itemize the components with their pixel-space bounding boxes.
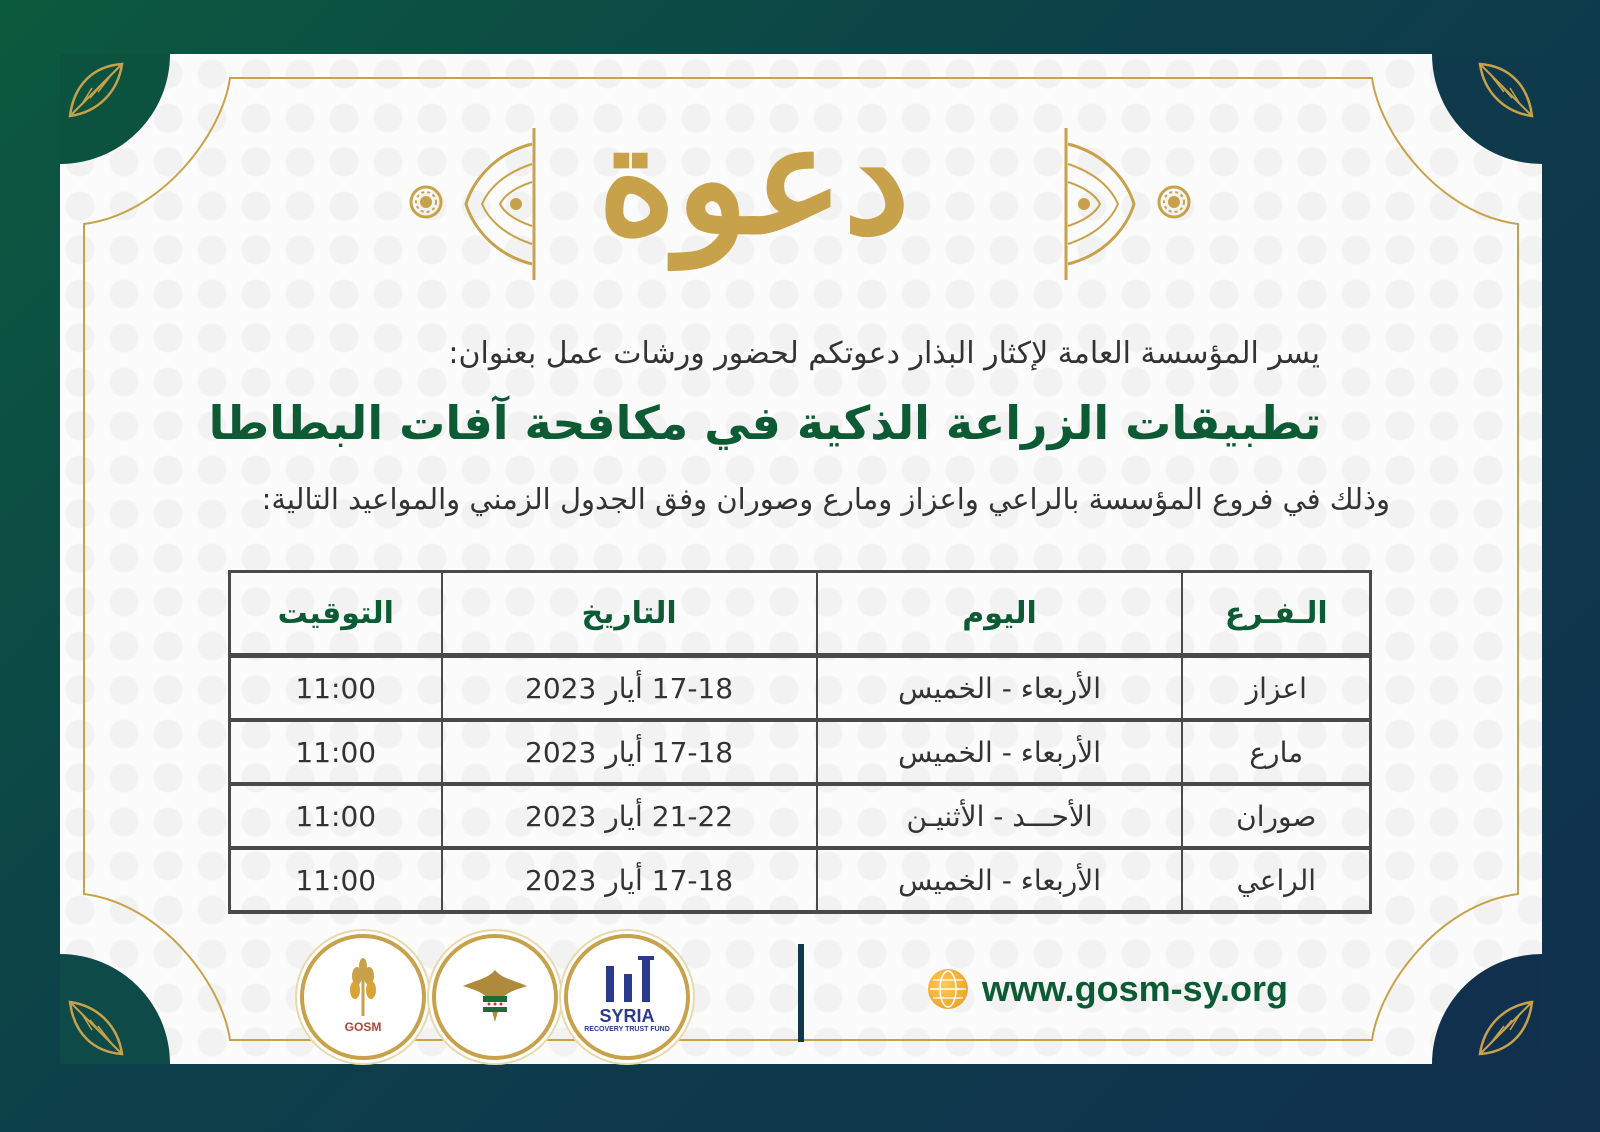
cell-branch: صوران [1182,784,1370,848]
header-date: التاريخ [442,572,817,656]
arabesque-ornament-right [1058,124,1138,284]
branches-text: وذلك في فروع المؤسسة بالراعي واعزاز ومارع وصوران وفق الجدول الزمني والمواعيد التالية: [261,482,1390,516]
cell-day: الأربعاء - الخميس [817,720,1183,784]
partner-logos [300,930,700,1060]
gold-leaf-icon [1474,996,1538,1060]
cell-date: 21-22 أيار 2023 [442,784,817,848]
cell-branch: مارع [1182,720,1370,784]
table-row [230,848,1371,912]
footer-divider [798,944,804,1042]
workshop-title: تطبيقات الزراعة الذكية في مكافحة آفات البطاطا [208,396,1322,450]
table-row [230,784,1371,848]
gosm-logo [300,934,426,1060]
syria-label: SYRIA [599,1006,655,1026]
cell-time: 11:00 [230,848,442,912]
header-time: التوقيت [230,572,442,656]
cell-time: 11:00 [230,720,442,784]
website-url[interactable]: www.gosm-sy.org [982,968,1289,1009]
header-day: اليوم [817,572,1183,656]
gold-leaf-icon [64,996,128,1060]
columns-icon [598,954,658,1004]
syria-recovery-fund-logo [564,934,690,1060]
gold-leaf-icon [1474,58,1538,122]
syria-sub-label: RECOVERY TRUST FUND [584,1026,670,1033]
rosette-icon [408,184,444,220]
wheat-icon [333,958,393,1018]
cell-day: الأربعاء - الخميس [817,656,1183,721]
intro-text: يسر المؤسسة العامة لإكثار البذار دعوتكم لحضور ورشات عمل بعنوان: [448,336,1320,371]
arabesque-ornament-left [462,124,542,284]
cell-time: 11:00 [230,656,442,721]
cell-time: 11:00 [230,784,442,848]
globe-icon [928,969,968,1009]
cell-day: الأحـــد - الأثنيـن [817,784,1183,848]
header-branch: الـفـرع [1182,572,1370,656]
rosette-icon [1156,184,1192,220]
table-header-row [230,572,1371,656]
invitation-heading: دعوة [597,92,910,268]
schedule-table [228,570,1372,914]
table-row [230,656,1371,721]
gold-leaf-icon [64,58,128,122]
cell-date: 17-18 أيار 2023 [442,656,817,721]
table-row [230,720,1371,784]
website-link[interactable] [928,968,1288,1010]
cell-date: 17-18 أيار 2023 [442,848,817,912]
cell-branch: الراعي [1182,848,1370,912]
cell-branch: اعزاز [1182,656,1370,721]
gosm-label: GOSM [344,1020,382,1034]
eagle-emblem-logo [432,934,558,1060]
eagle-icon [455,956,535,1036]
cell-day: الأربعاء - الخميس [817,848,1183,912]
cell-date: 17-18 أيار 2023 [442,720,817,784]
